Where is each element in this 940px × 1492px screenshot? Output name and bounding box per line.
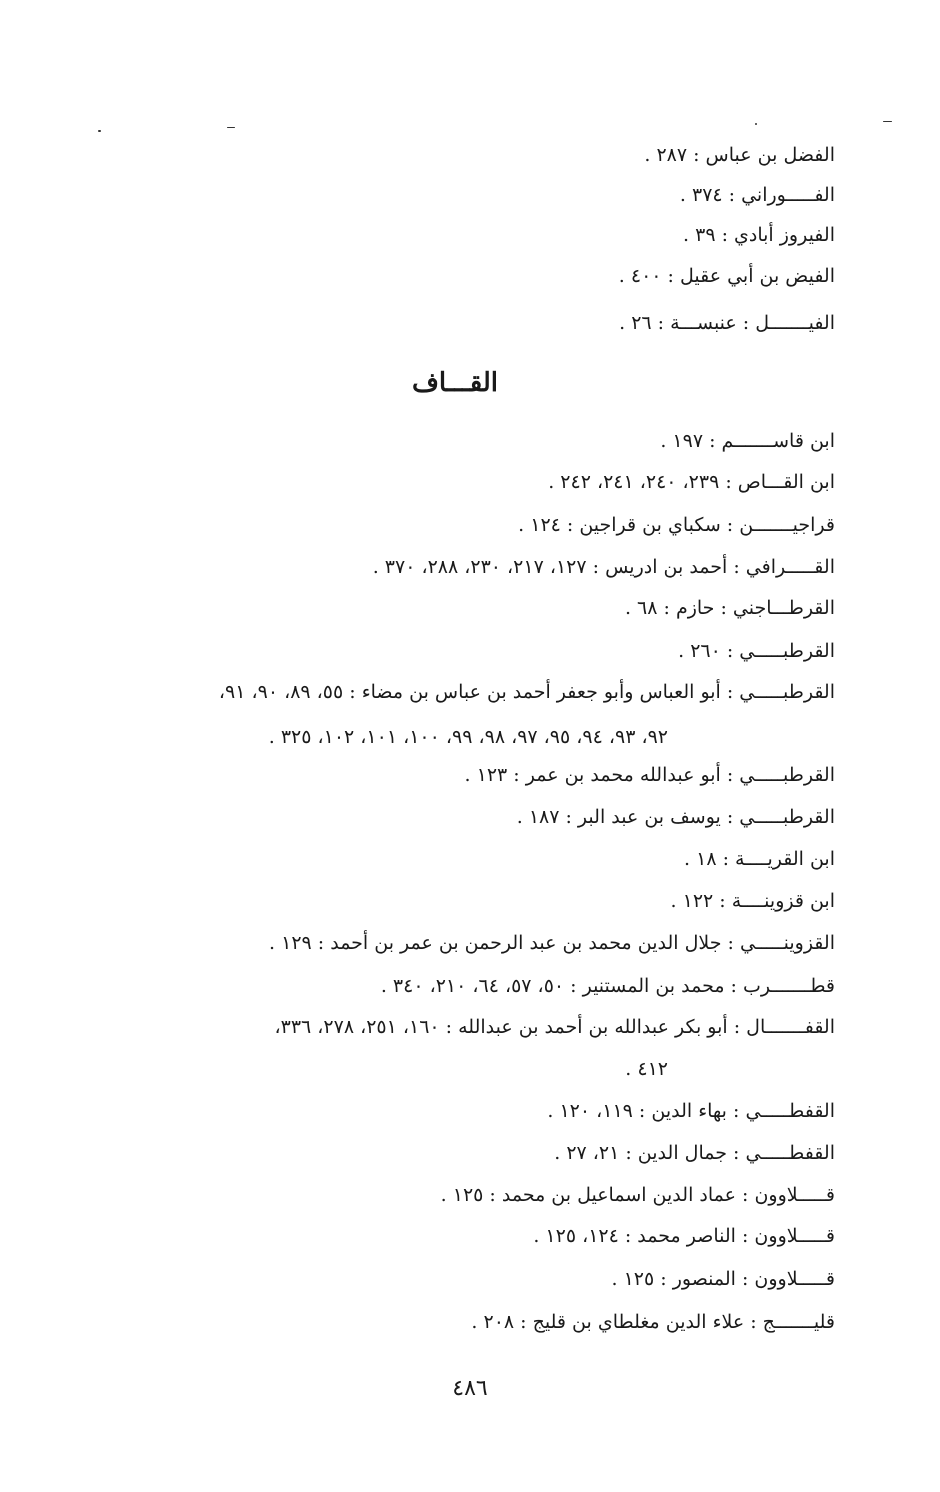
scan-speck <box>98 130 101 132</box>
index-entry: القـــــرافي : أحمد بن ادريس : ١٢٧، ٢١٧، ٢٣٠، ٢٨٨، ٣٧٠ . <box>372 556 835 578</box>
index-entry: قطـــــــرب : محمد بن المستنير : ٥٠، ٥٧، ٦٤، ٢١٠، ٣٤٠ . <box>380 975 835 997</box>
index-entry: ابن القـــاص : ٢٣٩، ٢٤٠، ٢٤١، ٢٤٢ . <box>548 471 835 493</box>
index-entry: قليـــــــج : علاء الدين مغلطاي بن قليج : ٢٠٨ . <box>471 1311 835 1333</box>
index-entry: قـــــلاوون : عماد الدين اسماعيل بن محمد : ١٢٥ . <box>440 1184 835 1206</box>
index-entry: قـــــلاوون : الناصر محمد : ١٢٤، ١٢٥ . <box>533 1225 835 1247</box>
index-entry: الفضل بن عباس : ٢٨٧ . <box>644 144 835 166</box>
index-entry: القرطبـــــي : أبو العباس وأبو جعفر أحمد بن عباس بن مضاء : ٥٥، ٨٩، ٩٠، ٩١، <box>218 681 835 703</box>
index-entry: ابن القريــــة : ١٨ . <box>684 848 835 870</box>
index-entry: قـــــلاوون : المنصور : ١٢٥ . <box>611 1268 835 1290</box>
scan-speck <box>755 123 757 125</box>
index-entry: القرطبـــــي : يوسف بن عبد البر : ١٨٧ . <box>516 806 835 828</box>
index-entry: القفطـــــي : بهاء الدين : ١١٩، ١٢٠ . <box>547 1100 835 1122</box>
index-entry: القرطبـــــي : أبو عبدالله محمد بن عمر : ١٢٣ . <box>464 764 835 786</box>
index-entry: قراجيـــــــن : سكباي بن قراجين : ١٢٤ . <box>518 514 835 536</box>
index-entry: القزوينـــــي : جلال الدين محمد بن عبد الرحمن بن عمر بن أحمد : ١٢٩ . <box>269 932 835 954</box>
index-entry: القفـــــــال : أبو بكر عبدالله بن أحمد بن عبدالله : ١٦٠، ٢٥١، ٢٧٨، ٣٣٦، <box>274 1016 835 1038</box>
index-entry-continuation: ٩٢، ٩٣، ٩٤، ٩٥، ٩٧، ٩٨، ٩٩، ١٠٠، ١٠١، ١٠٢، ٣٢٥ . <box>268 726 668 748</box>
page-number: ٤٨٦ <box>452 1376 488 1401</box>
index-entry: القرطـــاجني : حازم : ٦٨ . <box>624 597 835 619</box>
index-entry: الفـــــوراني : ٣٧٤ . <box>679 184 835 206</box>
index-entry-continuation: ٤١٢ . <box>625 1058 668 1080</box>
index-entry: القفطـــــي : جمال الدين : ٢١، ٢٧ . <box>554 1142 835 1164</box>
index-entry: ابن قاســـــــم : ١٩٧ . <box>660 430 835 452</box>
scan-speck <box>883 121 892 122</box>
index-entry: الفيـــــــل : عنبســـة : ٢٦ . <box>619 312 835 334</box>
index-entry: القرطبـــــي : ٢٦٠ . <box>678 640 835 662</box>
index-entry: الفيروز أبادي : ٣٩ . <box>683 224 835 246</box>
index-entry: الفيض بن أبي عقيل : ٤٠٠ . <box>618 265 835 287</box>
scan-speck <box>227 127 235 128</box>
index-entry: ابن قزوينــــة : ١٢٢ . <box>670 890 835 912</box>
section-heading: القـــاف <box>411 368 499 398</box>
